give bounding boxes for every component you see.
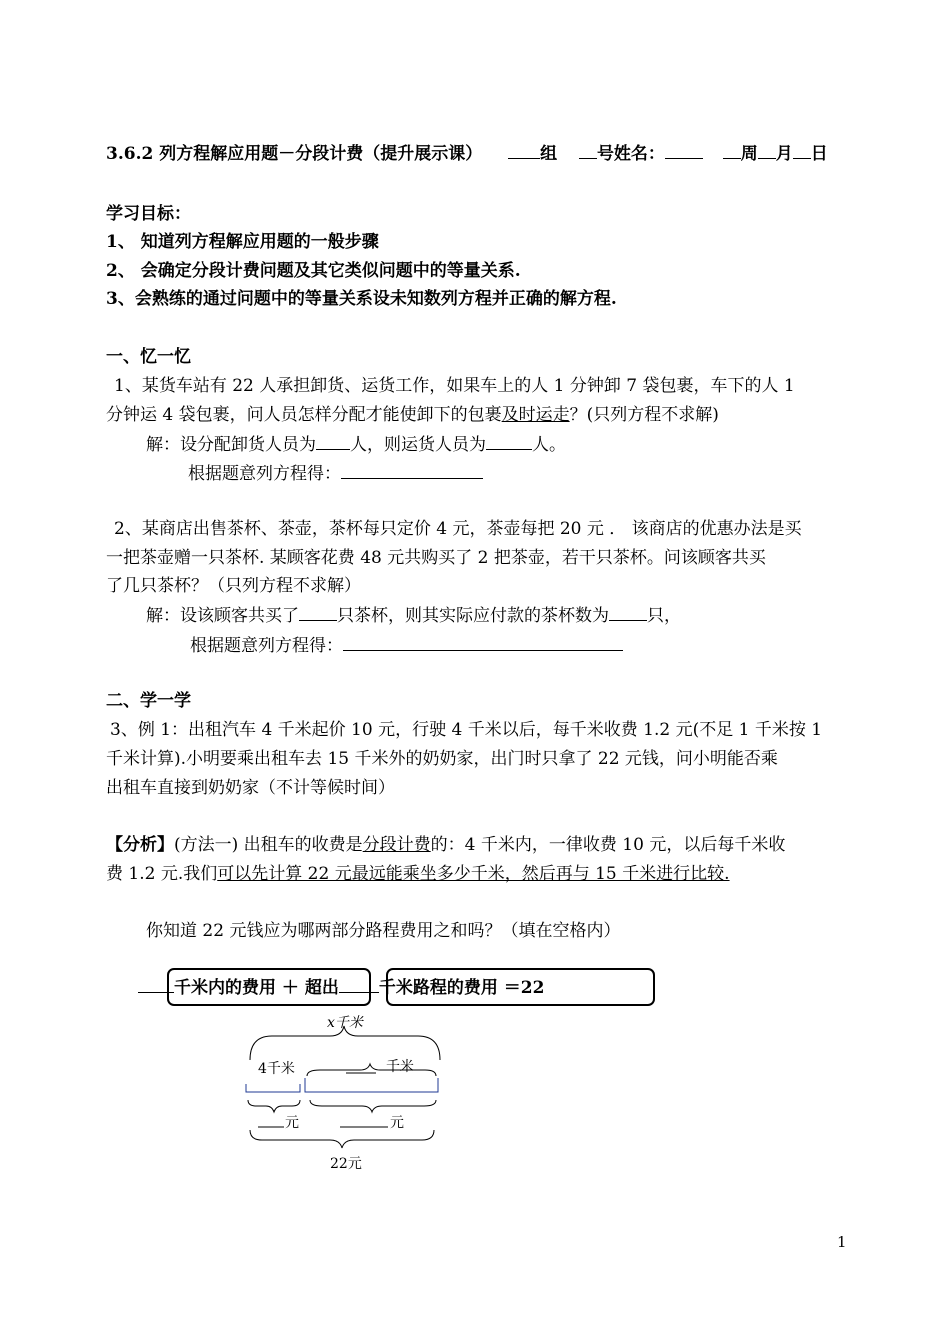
worksheet-title: 3.6.2 列方程解应用题－分段计费（提升展示课） bbox=[106, 144, 483, 164]
day-label: 日 bbox=[810, 144, 828, 164]
analysis-tag: 【分析】 bbox=[106, 835, 174, 855]
objective-item: 3、会熟练的通过问题中的等量关系设未知数列方程并正确的解方程. bbox=[106, 289, 617, 309]
cost2-brace bbox=[310, 1100, 436, 1112]
objectives-heading: 学习目标： bbox=[106, 204, 191, 224]
problem2-equation: 根据题意列方程得： bbox=[190, 634, 623, 657]
underlined-phrase: 分段计费 bbox=[362, 835, 431, 855]
section-heading: 二、学一学 bbox=[106, 691, 191, 711]
cost1-label: 元 bbox=[285, 1115, 299, 1131]
segment2-label: 千米 bbox=[386, 1059, 414, 1075]
example-line: 3、例 1：出租汽车 4 千米起价 10 元，行驶 4 千米以后，每千米收费 1.2 元(不足 1 千米按 1 bbox=[110, 720, 823, 740]
boxed-equation: 千米内的费用 ＋ 超出 千米路程的费用 ＝22 bbox=[138, 976, 544, 999]
sum-brace bbox=[250, 1130, 434, 1148]
segment1-bar bbox=[246, 1084, 300, 1092]
problem1-equation: 根据题意列方程得： bbox=[188, 462, 483, 485]
total-label: x千米 bbox=[327, 1015, 363, 1031]
name-label: 号姓名： bbox=[596, 144, 665, 164]
segment2-bar bbox=[305, 1078, 438, 1092]
problem2-line: 2、某商店出售茶杯、茶壶，茶杯每只定价 4 元，茶壶每把 20 元 ． 该商店的优惠办法是买 bbox=[114, 519, 802, 539]
underlined-phrase: 可以先计算 22 元最远能乘坐多少千米，然后再与 15 千米进行比较. bbox=[217, 864, 730, 884]
problem1-solution: 解：设分配卸货人员为 人，则运货人员为 人。 bbox=[146, 435, 566, 455]
segment2-brace bbox=[307, 1064, 436, 1076]
group-label: 组 bbox=[540, 144, 558, 164]
fill-question: 你知道 22 元钱应为哪两部分路程费用之和吗？（填在空格内） bbox=[146, 921, 621, 941]
analysis-line: 费 1.2 元.我们可以先计算 22 元最远能乘坐多少千米，然后再与 15 千米进行比较. bbox=[106, 864, 730, 884]
objective-item: 1、 知道列方程解应用题的一般步骤 bbox=[106, 232, 379, 252]
objective-item: 2、 会确定分段计费问题及其它类似问题中的等量关系. bbox=[106, 261, 521, 281]
section-heading: 一、忆一忆 bbox=[106, 347, 191, 367]
sum-label: 22元 bbox=[330, 1156, 362, 1172]
example-line: 千米计算).小明要乘出租车去 15 千米外的奶奶家，出门时只拿了 22 元钱，问小明能否乘 bbox=[106, 749, 778, 769]
cost2-label: 元 bbox=[390, 1115, 404, 1131]
problem2-line: 一把茶壶赠一只茶杯. 某顾客花费 48 元共购买了 2 把茶壶，若干只茶杯。问该顾客共买 bbox=[106, 548, 766, 568]
page-number: 1 bbox=[837, 1233, 847, 1251]
month-label: 月 bbox=[775, 144, 793, 164]
segment1-label: 4千米 bbox=[258, 1061, 295, 1077]
cost1-brace bbox=[248, 1100, 300, 1112]
analysis-line: 【分析】(方法一) 出租车的收费是分段计费的：4 千米内，一律收费 10 元，以后每千米收 bbox=[106, 835, 786, 855]
example-line: 出租车直接到奶奶家（不计等候时间） bbox=[106, 778, 395, 798]
underlined-phrase: 及时运走 bbox=[501, 405, 570, 425]
problem1-line: 1、某货车站有 22 人承担卸货、运货工作，如果车上的人 1 分钟卸 7 袋包裹，车下的人 1 bbox=[114, 376, 795, 396]
problem1-line: 分钟运 4 袋包裹，问人员怎样分配才能使卸下的包裹及时运走？(只列方程不求解) bbox=[106, 405, 719, 425]
problem2-line: 了几只茶杯？（只列方程不求解） bbox=[106, 576, 361, 596]
week-label: 周 bbox=[740, 144, 758, 164]
problem2-solution: 解：设该顾客共买了 只茶杯，则其实际应付款的茶杯数为 只， bbox=[146, 606, 681, 626]
